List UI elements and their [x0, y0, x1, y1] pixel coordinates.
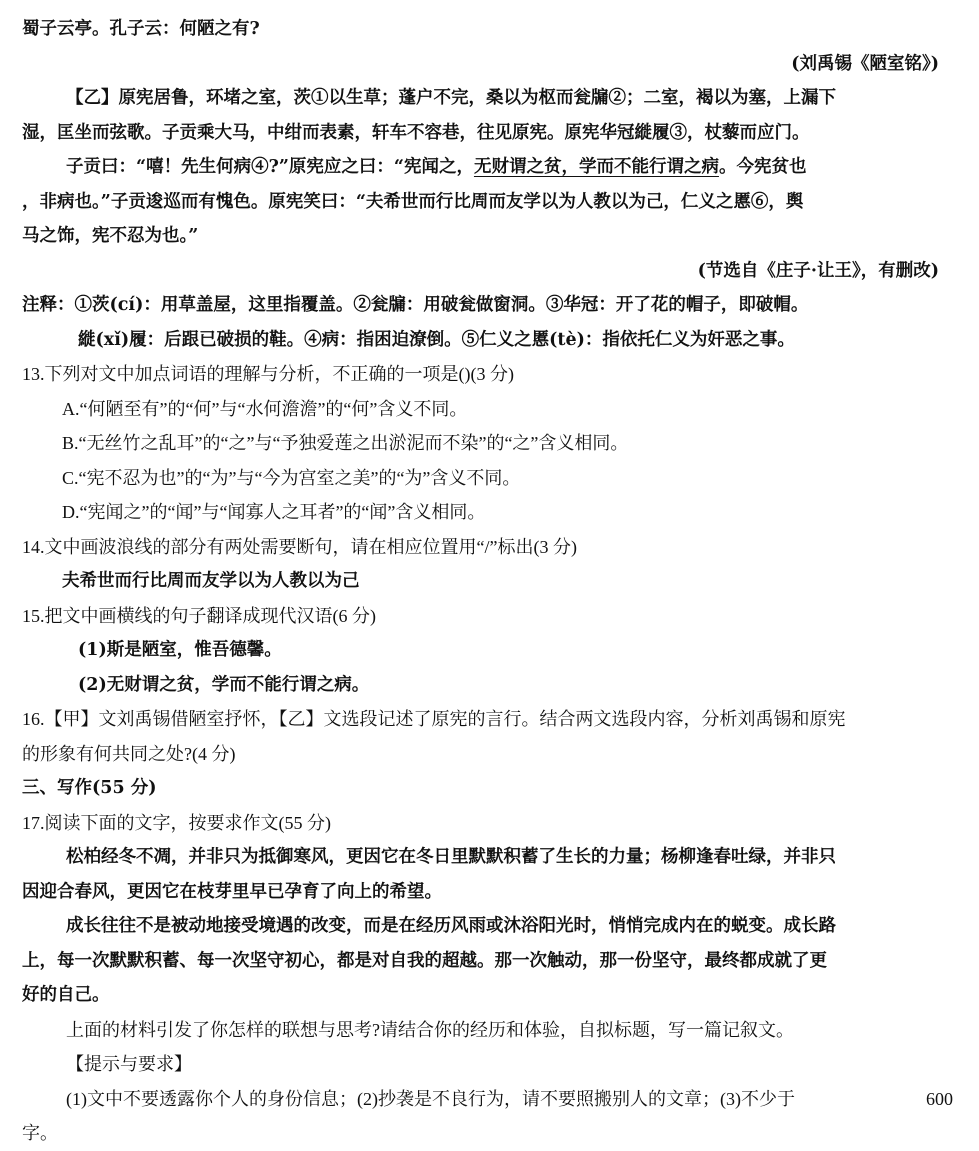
material-paragraph-1: 松柏经冬不凋，并非只为抵御寒风，更因它在冬日里默默积蓄了生长的力量；杨柳逢春吐绿，并非只	[66, 847, 836, 867]
paragraph-zigong	[22, 150, 953, 185]
annotation-note-cont: 縰(xǐ)履：后跟已破损的鞋。④病：指困迫潦倒。⑤仁义之慝(tè)：指依托仁义为奸恶之事。	[78, 329, 795, 350]
citation: (刘禹锡《陋室铭》)	[791, 53, 939, 74]
requirements-text: (1)文中不要透露你个人的身份信息；(2)抄袭是不良行为，请不要照搬别人的文章；(3)不少于	[66, 1088, 795, 1109]
question-13: 13.下列对文中加点词语的理解与分析，不正确的一项是()(3 分)	[22, 364, 514, 384]
paragraph-zigong-end: 马之饰，宪不忍为也。”	[22, 226, 199, 246]
tips-requirements	[22, 1082, 953, 1117]
requirements-end: 字。	[22, 1123, 58, 1143]
question-14: 14.文中画波浪线的部分有两处需要断句，请在相应位置用“/”标出(3 分)	[22, 536, 577, 557]
material-paragraph-2-cont: 上，每一次默默积蓄、每一次坚守初心，都是对自我的超越。那一次触动，那一份坚守，最终都成就了更	[22, 950, 827, 971]
annotation-note: 注释：①茨(cí)：用草盖屋，这里指覆盖。②瓮牖：用破瓮做窗洞。③华冠：开了花的帽子，即破帽。	[22, 295, 809, 315]
question-14-text: 夫希世而行比周而友学以为人教以为己	[62, 571, 360, 591]
paragraph-yi-cont: 湿，匡坐而弦歌。子贡乘大马，中绀而表素，轩车不容巷，往见原宪。原宪华冠縰履③，杖藜而应门。	[22, 122, 810, 143]
writing-prompt: 上面的材料引发了你怎样的联想与思考?请结合你的经历和体验，自拟标题，写一篇记叙文。	[66, 1019, 794, 1040]
text-segment: 子贡曰：“嘻！先生何病④?”原宪应之曰：“宪闻之，	[66, 157, 474, 177]
section-heading: 三、写作(55 分)	[22, 778, 157, 798]
word-count: 600	[926, 1088, 953, 1109]
source-citation: (节选自《庄子·让王》，有删改)	[697, 260, 939, 281]
option-a: A.“何陋至有”的“何”与“水何澹澹”的“何”含义不同。	[62, 398, 468, 419]
question-15: 15.把文中画横线的句子翻译成现代汉语(6 分)	[22, 605, 376, 626]
option-d: D.“宪闻之”的“闻”与“闻寡人之耳者”的“闻”含义相同。	[62, 502, 486, 522]
text-line: 蜀子云亭。孔子云：何陋之有?	[22, 19, 260, 39]
question-16: 16.【甲】文刘禹锡借陋室抒怀，【乙】文选段记述了原宪的言行。结合两文选段内容，分析刘禹锡和原宪	[22, 709, 846, 729]
paragraph-zigong-cont: ，非病也。”子贡逡巡而有愧色。原宪笑曰：“夫希世而行比周而友学以为人教以为己，仁义之慝⑥，舆	[22, 191, 804, 212]
question-15-item-1: (1)斯是陋室，惟吾德馨。	[78, 640, 282, 660]
paragraph-yi: 【乙】原宪居鲁，环堵之室，茨①以生草；蓬户不完，桑以为枢而瓮牖②；二室，褐以为塞，上漏下	[66, 88, 836, 108]
question-15-item-2: (2)无财谓之贫，学而不能行谓之病。	[78, 674, 370, 695]
underlined-sentence: 无财谓之贫，学而不能行谓之病	[473, 157, 719, 177]
text-segment: 。今宪贫也	[718, 157, 807, 177]
option-c: C.“宪不忍为也”的“为”与“今为宫室之美”的“为”含义不同。	[62, 467, 521, 488]
material-paragraph-2-end: 好的自己。	[22, 985, 110, 1005]
material-paragraph-1-cont: 因迎合春风，更因它在枝芽里早已孕育了向上的希望。	[22, 881, 442, 902]
material-paragraph-2: 成长往往不是被动地接受境遇的改变，而是在经历风雨或沐浴阳光时，悄悄完成内在的蜕变。成长路	[66, 916, 836, 936]
option-b: B.“无丝竹之乱耳”的“之”与“予独爱莲之出淤泥而不染”的“之”含义相同。	[62, 433, 629, 453]
tips-heading: 【提示与要求】	[66, 1054, 192, 1074]
question-16-cont: 的形象有何共同之处?(4 分)	[22, 743, 236, 764]
question-17: 17.阅读下面的文字，按要求作文(55 分)	[22, 812, 331, 833]
